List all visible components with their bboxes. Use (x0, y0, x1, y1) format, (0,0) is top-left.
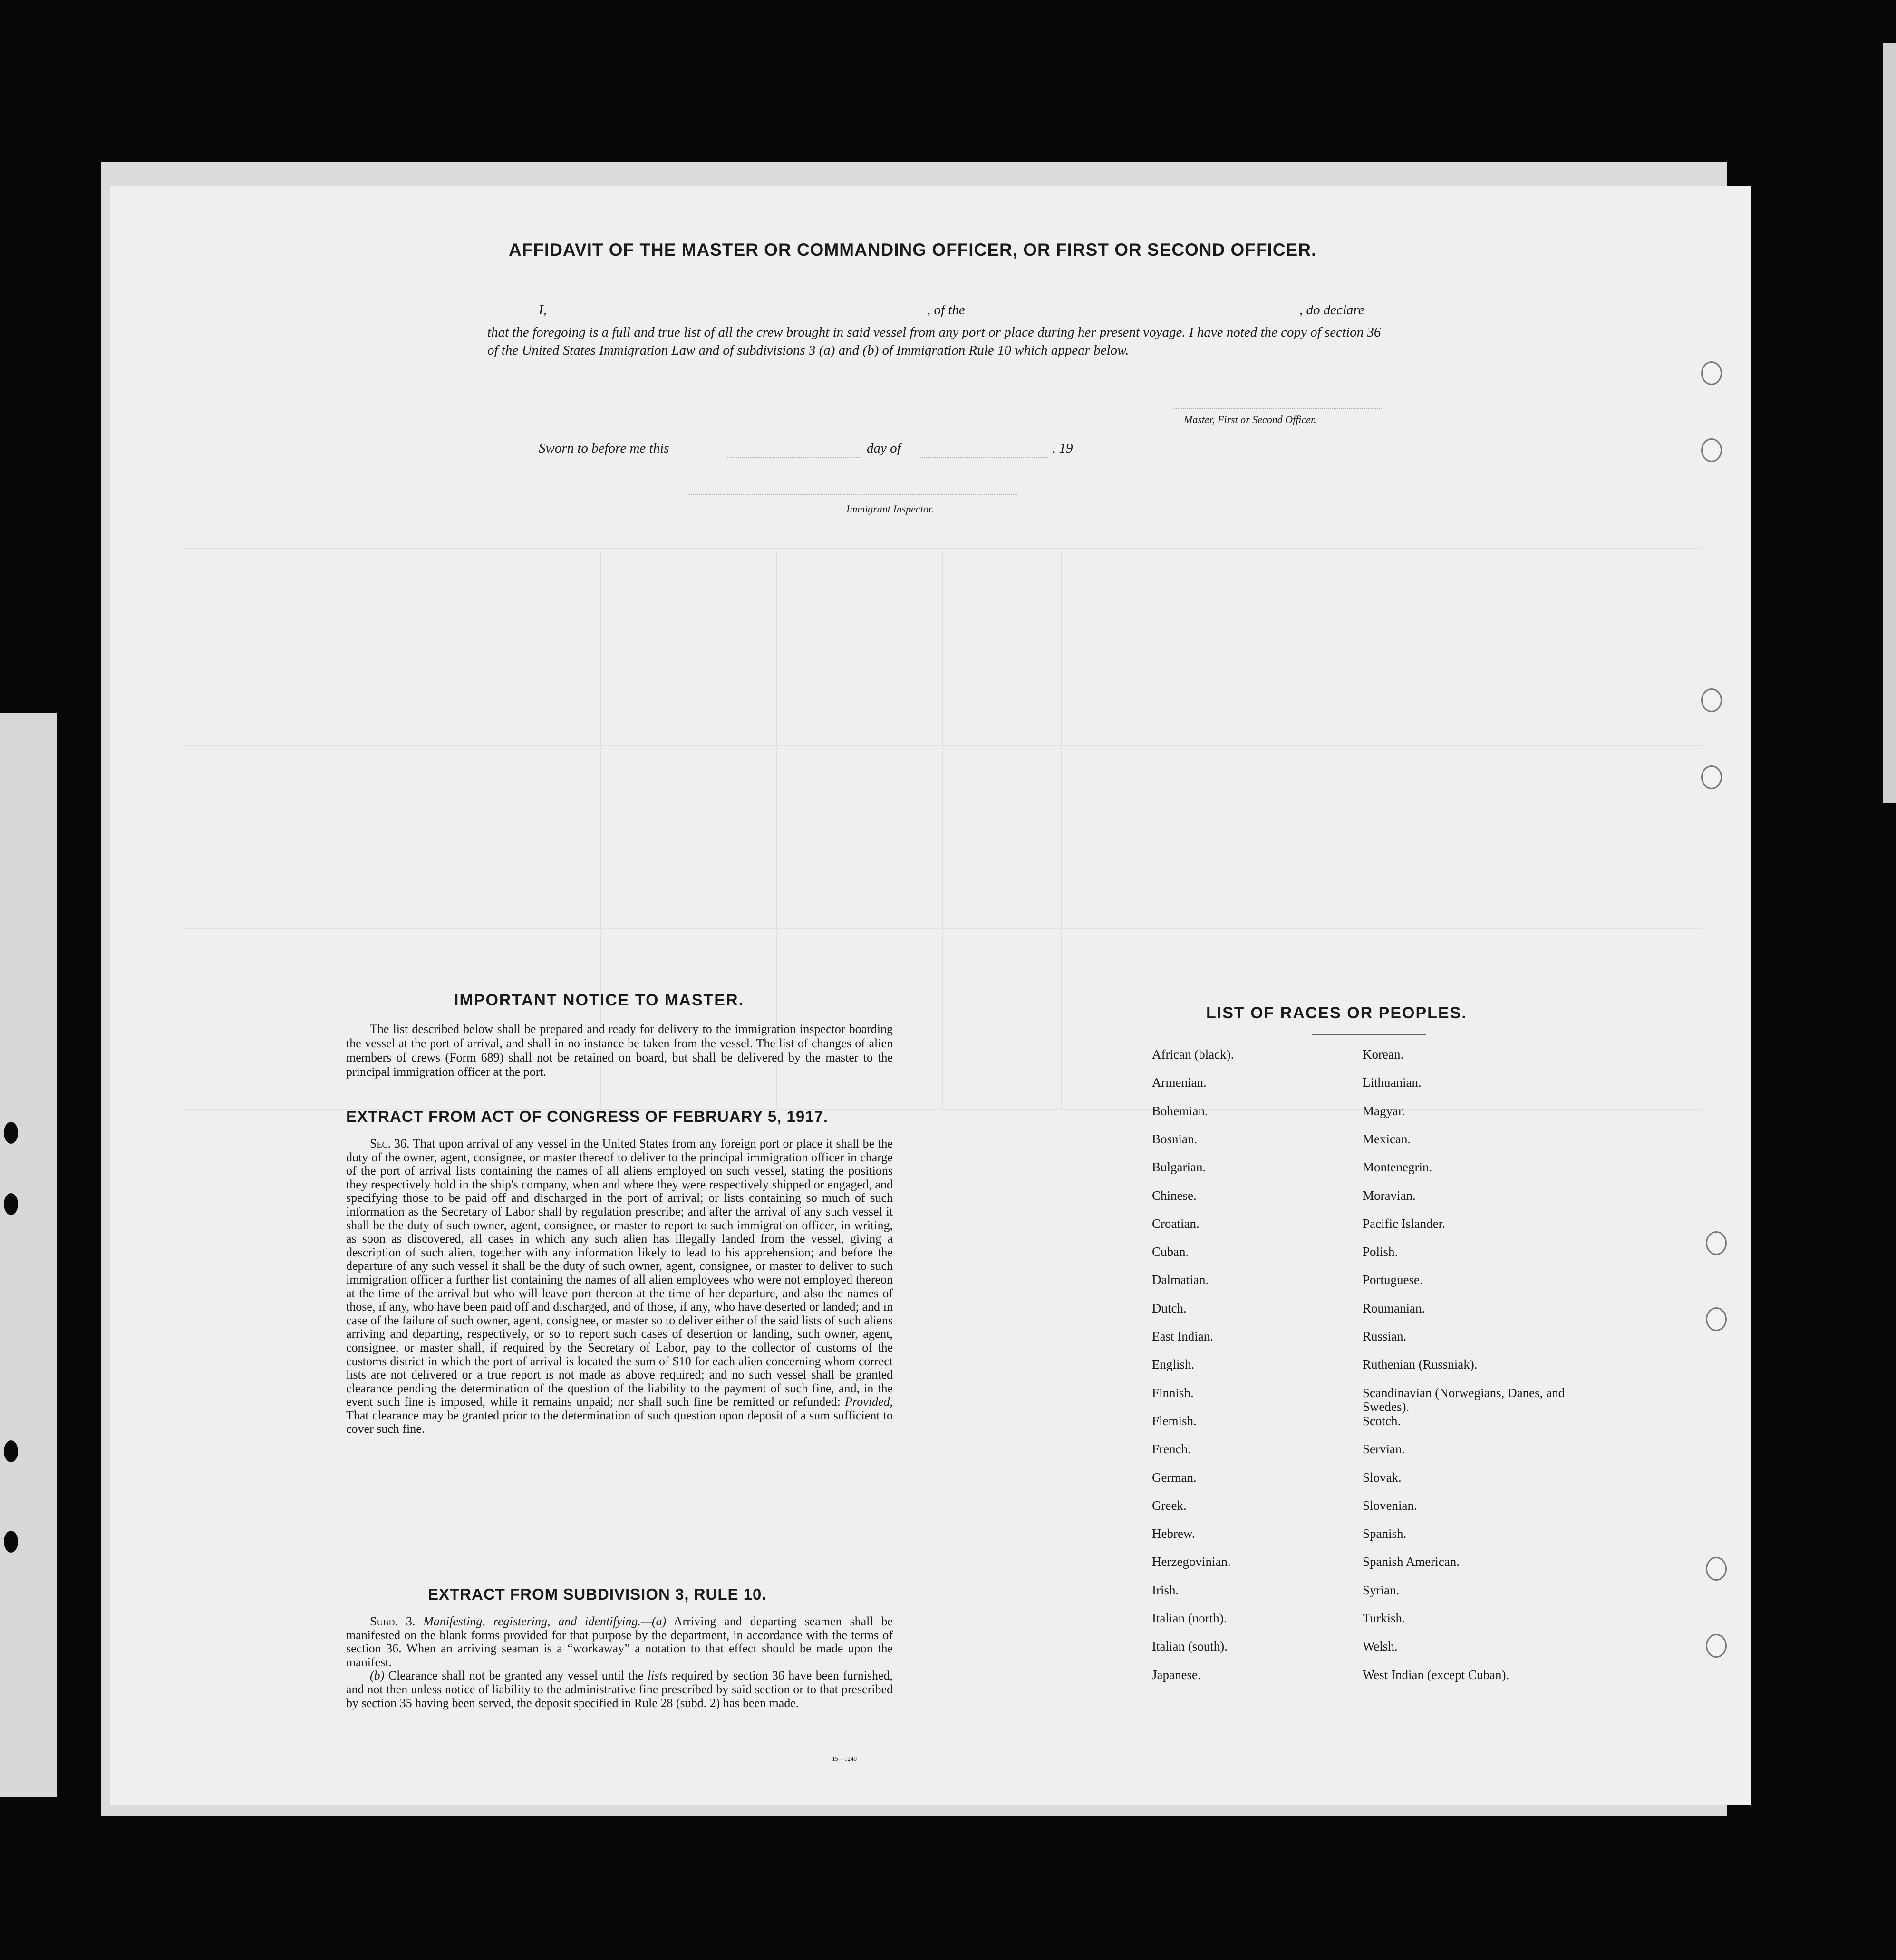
binder-ring (1701, 438, 1722, 462)
race-item: Herzegovinian. (1152, 1554, 1231, 1569)
right-page-edge (1883, 43, 1896, 803)
race-item: Lithuanian. (1363, 1075, 1422, 1090)
binder-ring (1706, 1634, 1727, 1658)
notice-heading: IMPORTANT NOTICE TO MASTER. (454, 991, 744, 1009)
para-b-lists: lists (647, 1669, 667, 1683)
form-number: 15—1240 (832, 1755, 857, 1762)
race-item: Bosnian. (1152, 1131, 1198, 1146)
race-item: Dalmatian. (1152, 1273, 1209, 1287)
race-item: Finnish. (1152, 1385, 1194, 1400)
section-36-text (346, 1137, 893, 1436)
race-item: Hebrew. (1152, 1526, 1195, 1541)
binder-ring (1706, 1231, 1727, 1255)
subd-label: Subd. 3. (370, 1614, 416, 1628)
race-item: East Indian. (1152, 1329, 1213, 1343)
binder-hole (4, 1193, 18, 1215)
race-item: Ruthenian (Russniak). (1363, 1357, 1478, 1372)
affidavit-title: AFFIDAVIT OF THE MASTER OR COMMANDING OFFICER, OR FIRST OR SECOND OFFICER. (509, 240, 1317, 260)
sworn-before: Sworn to before me this (539, 441, 669, 456)
race-item: Japanese. (1152, 1667, 1201, 1682)
race-item: Slovenian. (1363, 1498, 1417, 1513)
race-item: Russian. (1363, 1329, 1407, 1343)
rule-text (346, 1615, 893, 1710)
signature-blank (1174, 408, 1383, 409)
para-b-text-2: required by section 36 have been furnished, and not then unless notice of liability to the administrative fine prescribed by said section or to that prescribed by section 35 having been served, the deposit specified in Rule 28 (subd. 2) has been made. (346, 1669, 893, 1710)
race-item: Italian (north). (1152, 1611, 1227, 1625)
binder-ring (1701, 688, 1722, 712)
race-item: Scotch. (1363, 1413, 1401, 1428)
section-label: Sec. 36. (370, 1137, 410, 1150)
race-item: Flemish. (1152, 1413, 1197, 1428)
race-item: Cuban. (1152, 1245, 1189, 1259)
race-item: Magyar. (1363, 1103, 1405, 1118)
race-item: Polish. (1363, 1245, 1398, 1259)
binder-ring (1706, 1557, 1727, 1581)
inspector-label: Immigrant Inspector. (846, 503, 934, 515)
race-item: Servian. (1363, 1442, 1405, 1457)
races-heading: LIST OF RACES OR PEOPLES. (1206, 1004, 1467, 1022)
race-item: Spanish American. (1363, 1554, 1460, 1569)
notice-text: The list described below shall be prepared and ready for delivery to the immigration inspector boarding the vessel at the port of arrival, and shall in no instance be taken from the vessel. The list of changes of alien members of crews (Form 689) shall not be retained on board, but shall be delivered by the master to the principal immigration officer at the port. (346, 1022, 893, 1079)
race-item: English. (1152, 1357, 1195, 1372)
race-item: Dutch. (1152, 1301, 1187, 1315)
affidavit-body: that the foregoing is a full and true list of all the crew brought in said vessel from any port or place during her present voyage. I have noted the copy of section 36 of the United States Immigration Law and of subdivisions 3 (a) and (b) of Immigration Rule 10 which appear below. (487, 325, 1381, 358)
race-item: Syrian. (1363, 1583, 1400, 1597)
declare-of-the: , of the (927, 302, 965, 318)
race-item: Mexican. (1363, 1131, 1411, 1146)
race-item: Portuguese. (1363, 1273, 1423, 1287)
sworn-year: , 19 (1052, 441, 1073, 456)
race-item: Moravian. (1363, 1188, 1416, 1203)
binder-hole (4, 1440, 18, 1462)
declare-i: I, (539, 302, 547, 318)
sworn-day-of: day of (867, 441, 901, 456)
section-body: That upon arrival of any vessel in the United States from any foreign port or place it shall be the duty of the owner, agent, consignee, or master thereof to deliver to the principal immigration officer in charge of the port of arrival lists containing the names of all aliens employed on such vessel, stating the positions they respectively hold in the ship's company, when and where they were respectively shipped or engaged, and specifying those to be paid off and discharged in the port of arrival; or lists containing so much of such information as the Secretary of Labor shall by regulation prescribe; and after the arrival of any such vessel it shall be the duty of such owner, agent, consignee, or master to report to such immigration officer, in writing, as soon as discovered, all cases in which any such alien has illegally landed from the vessel, giving a description of such alien, together with any information likely to lead to his apprehension; and before the departure of any such vessel it shall be the duty of such owner, agent, consignee, or master to deliver to such immigration officer a further list containing the names of all alien employees who were not employed thereon at the time of the arrival but who will leave port thereon at the time of her departure, and also the names of those, if any, who have been paid off and discharged, and of those, if any, who have deserted or landed; and in case of the failure of such owner, agent, consignee, or master so to deliver either of the said lists of such aliens arriving and departing, respectively, or so to report such cases of desertion or landing, such owner, agent, consignee, or master shall, if required by the Secretary of Labor, pay to the collector of customs of the customs district in which the port of arrival is located the sum of $10 for each alien concerning whom correct lists are not delivered or a true report is not made as above required; and no such vessel shall be granted clearance pending the determination of the question of the liability to the payment of such fine, and, in the event such fine is imposed, while it remains unpaid; nor shall such fine be remitted or refunded: (346, 1137, 893, 1409)
races-divider (1312, 1034, 1426, 1035)
race-item: Spanish. (1363, 1526, 1407, 1541)
race-item: Bohemian. (1152, 1103, 1208, 1118)
race-item: Roumanian. (1363, 1301, 1425, 1315)
race-item: Bulgarian. (1152, 1160, 1206, 1175)
para-b-label: (b) (370, 1669, 385, 1683)
binder-hole (4, 1531, 18, 1553)
signature-label: Master, First or Second Officer. (1184, 414, 1316, 425)
para-b-text-1: Clearance shall not be granted any vessel until the (388, 1669, 644, 1683)
race-item: Welsh. (1363, 1639, 1398, 1654)
race-item: Chinese. (1152, 1188, 1197, 1203)
binder-hole (4, 1122, 18, 1144)
declare-do-declare: , do declare (1299, 302, 1364, 318)
inspector-blank (689, 494, 1017, 495)
race-item: Scandinavian (Norwegians, Danes, and Swedes). (1363, 1385, 1565, 1414)
subd-title: Manifesting, registering, and identifying. (423, 1614, 641, 1628)
race-item: Italian (south). (1152, 1639, 1228, 1654)
left-page-edge (0, 713, 57, 1797)
binder-ring (1706, 1307, 1727, 1331)
para-a-label: —(a) (640, 1614, 667, 1628)
race-item: Slovak. (1363, 1470, 1402, 1485)
binder-ring (1701, 361, 1722, 385)
race-item: Pacific Islander. (1363, 1216, 1445, 1231)
proviso-text: That clearance may be granted prior to the determination of such question upon deposit of a sum sufficient to cover such fine. (346, 1408, 893, 1436)
race-item: Croatian. (1152, 1216, 1200, 1231)
binder-ring (1701, 765, 1722, 789)
proviso-word: Provided, (845, 1395, 893, 1409)
sworn-month-blank (920, 457, 1048, 458)
race-item: German. (1152, 1470, 1197, 1485)
race-item: Turkish. (1363, 1611, 1405, 1625)
race-item: French. (1152, 1442, 1191, 1457)
race-item: Greek. (1152, 1498, 1187, 1513)
race-item: Armenian. (1152, 1075, 1207, 1090)
race-item: West Indian (except Cuban). (1363, 1667, 1509, 1682)
para-a-text: Arriving and departing seamen shall be manifested on the blank forms provided for that purpose by the department, in accordance with the terms of section 36. When an arriving seaman is a “workaway” a notation to that effect should be made upon the manifest. (346, 1614, 893, 1669)
race-item: African (black). (1152, 1047, 1234, 1062)
race-item: Montenegrin. (1363, 1160, 1432, 1175)
race-item: Korean. (1363, 1047, 1404, 1062)
sworn-day-blank (727, 457, 861, 458)
rule-heading: EXTRACT FROM SUBDIVISION 3, RULE 10. (428, 1585, 767, 1603)
race-item: Irish. (1152, 1583, 1179, 1597)
act-heading: EXTRACT FROM ACT OF CONGRESS OF FEBRUARY 5, 1917. (346, 1108, 829, 1125)
